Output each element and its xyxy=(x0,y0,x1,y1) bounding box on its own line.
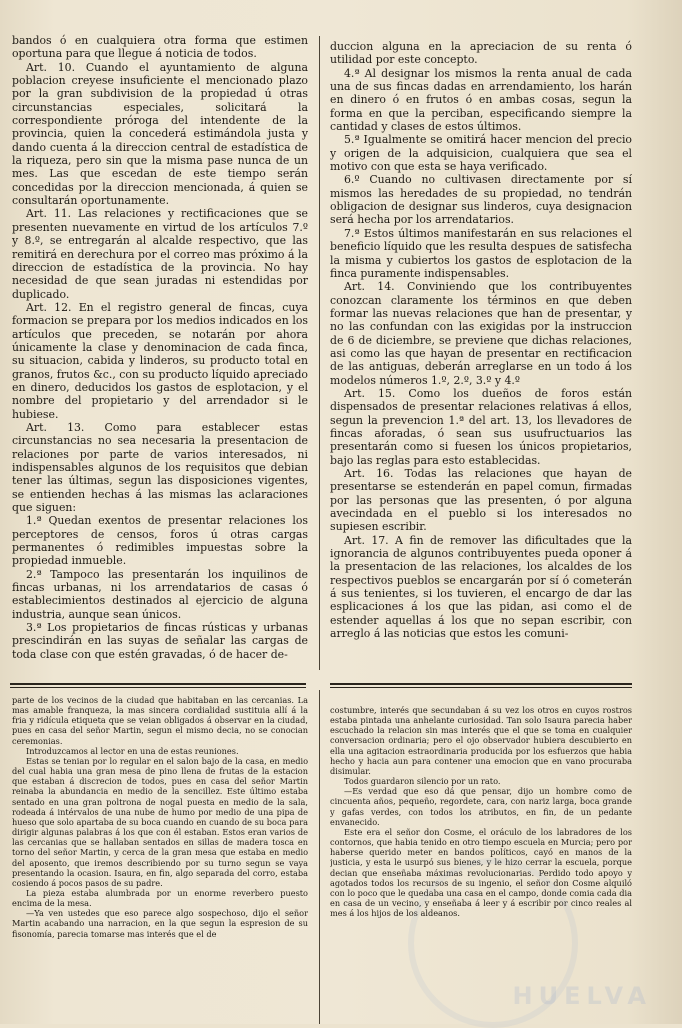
lower-left-paragraph: Introduzcamos al lector en una de estas reuniones. xyxy=(26,745,239,756)
lower-left-paragraph: parte de los vecinos de la ciudad que habitaban en las cercanias. La mas amable franqueza, la mas sincera cordialidad sustituia allí á la fria y ridícula etiqueta que se veian obligados á observar en la ciudad, pues en casa del señor Martin, segun el mismo decia, no se conocian ceremonias. xyxy=(12,695,308,746)
upper-right-paragraph: 4.ª Al designar los mismos la renta anual de cada una de sus fincas dadas en arrendamiento, los harán en dinero ó en frutos ó en ambas cosas, segun la forma en que la perciban, especificando siempre la cantidad y clases de estos últimos. xyxy=(330,66,632,134)
lower-right-paragraph: —Es verdad que eso dá que pensar, dijo un hombre como de cincuenta años, pequeño, regordete, cara, con nariz larga, boca grande y gafas verdes, con todos los atributos, en fin, de un pedante envanecido. xyxy=(330,786,632,827)
upper-left-paragraph: 2.ª Tampoco las presentarán los inquilinos de fincas urbanas, ni los arrendatarios de casas ó establecimientos destinados al ejercicio de alguna industria, aunque sean únicos. xyxy=(12,567,308,621)
column-divider-lower xyxy=(319,690,320,1024)
lower-right-paragraph: Todos guardaron silencio por un rato. xyxy=(344,776,501,787)
upper-right-paragraph: 5.ª Igualmente se omitirá hacer mencion del precio y origen de la adquisicion, cualquiera que sea el motivo con que esta se haya verificado. xyxy=(330,133,632,174)
upper-left-paragraph: 1.ª Quedan exentos de presentar relaciones los perceptores de censos, foros ú otras cargas permanentes ó redimibles impuestas sobre la propiedad inmueble. xyxy=(12,514,308,568)
upper-right-paragraph: Art. 14. Conviniendo que los contribuyentes conozcan claramente los términos en que deben formar las nuevas relaciones que han de presentar, y no las confundan con las exigidas por la instruccion de 6 de diciembre, se previene que dichas relaciones, asi como las que hayan de presentar en rectificacion de las antiguas, deberán arreglarse en un todo á los modelos números 1.º, 2.º, 3.º y 4.º xyxy=(330,280,632,387)
upper-left-paragraph: Art. 13. Como para establecer estas circunstancias no sea necesaria la presentacion de relaciones por parte de varios interesados, ni indispensables algunos de los requisitos que debian tener las últimas, segun las disposiciones vigentes, se entienden hechas á las mismas las aclaraciones que siguen: xyxy=(12,420,308,515)
lower-left-paragraph: Estas se tenian por lo regular en el salon bajo de la casa, en medio del cual habia una gran mesa de pino llena de frutas de la estacion que estaban á discrecion de todos, pues en casa del señor Martin reinaba la abundancia en medio de la sencillez. Este último estaba sentado en una gran poltrona de nogal puesta en medio de la sala, rodeada á intérvalos de una nube de humo por medio de una pipa de hueso que solo apartaba de su boca cuando en cuando de su boca para dirigir algunas palabras á los que con él estaban. Estos eran varios de las cercanias que se hallaban sentados en sillas de madera tosca en torno del señor Martin, y cerca de la gran mesa que estaba en medio del aposento, que iremos describiendo por su turno segun se vaya presentando la ocasion. Isaura, en fin, algo separada del corro, estaba cosiendo á pocos pasos de su padre. xyxy=(12,755,308,888)
lower-left-column xyxy=(12,695,308,1025)
upper-right-column xyxy=(330,40,632,672)
section-rule-right-thin xyxy=(330,687,632,688)
upper-right-paragraph: duccion alguna en la apreciacion de su renta ó utilidad por este concepto. xyxy=(330,40,632,67)
section-rule-left xyxy=(10,683,306,685)
upper-right-paragraph: Art. 17. A fin de remover las dificultades que la ignorancia de algunos contribuyentes pueda oponer á la presentacion de las relaciones, los alcaldes de los respectivos pueblos se encargarán por sí ó cometerán á sus tenientes, si los tuvieren, el encargo de dar las esplicaciones á los que las pidan, asi como el de estender aquellas á los que no sepan escribir, con arreglo á las noticias que estos les comuni- xyxy=(330,533,632,641)
lower-left-paragraph: —Ya ven ustedes que eso parece algo sospechoso, dijo el señor Martin acabando una narracion, en la que segun la espresion de su fisonomía, parecia tomarse mas interés que el de xyxy=(12,908,308,939)
upper-left-paragraph: bandos ó en cualquiera otra forma que estimen oportuna para que llegue á noticia de todos. xyxy=(12,34,308,61)
section-rule-left-thin xyxy=(10,687,306,688)
lower-left-paragraph: La pieza estaba alumbrada por un enorme reverbero puesto encima de la mesa. xyxy=(12,887,308,909)
upper-right-paragraph: 6.º Cuando no cultivasen directamente por sí mismos las heredades de su propiedad, no tendrán obligacion de designar sus linderos, cuya designacion será hecha por los arrendatarios. xyxy=(330,173,632,227)
lower-right-paragraph: costumbre, interés que secundaban á su vez los otros en cuyos rostros estaba pintada una anhelante curiosidad. Tan solo Isaura parecia haber escuchado la relacion sin mas interés que el que se toma en cualquier conversacion ordinaria; pero el ojo observador hubiera descubierto en ella una agitacion estraordinaria producida por los esfuerzos que habia hecho y hacia aun para contener una emocion que en vano procuraba disimular. xyxy=(330,705,632,776)
upper-right-paragraph: 7.ª Estos últimos manifestarán en sus relaciones el beneficio líquido que les resulta despues de satisfecha la misma y cubiertos los gastos de esplotacion de la finca puramente indispensables. xyxy=(330,226,632,280)
watermark-text: HUELVA xyxy=(512,982,652,1010)
lower-right-paragraph: Este era el señor don Cosme, el oráculo de los labradores de los contornos, que habia tenido en otro tiempo escuela en Murcia; pero por haberse querido meter en bandos políticos, cayó en manos de la justicia, y esta le usurpó sus bienes, y le hizo cerrar la escuela, porque decian que enseñaba máximas revolucionarias. Perdido todo apoyo y agotados todos los recursos de su ingenio, el señor don Cosme alquiló con lo poco que le quedaba una casa en el campo, donde comia cada dia en casa de un vecino, y enseñaba á leer y á escribir por cinco reales al mes á los hijos de los aldeanos. xyxy=(330,826,632,919)
section-rule-right xyxy=(330,683,632,685)
upper-right-paragraph: Art. 16. Todas las relaciones que hayan de presentarse se estenderán en papel comun, firmadas por las personas que las presenten, ó por alguna avecindada en el pueblo si los interesados no supiesen escribir. xyxy=(330,467,632,534)
upper-left-paragraph: Art. 12. En el registro general de fincas, cuya formacion se prepara por los medios indicados en los artículos que preceden, se notarán por ahora únicamente la clase y denominacion de cada finca, su situacion, cabida y linderos, su producto total en granos, frutos &c., con su producto líquido apreciado en dinero, deducidos los gastos de esplotacion, y el nombre del propietario y del arrendador si le hubiese. xyxy=(12,300,308,421)
column-divider-upper xyxy=(319,36,320,670)
upper-left-paragraph: Art. 10. Cuando el ayuntamiento de alguna poblacion creyese insuficiente el mencionado plazo por la gran subdivision de la propiedad ú otras circunstancias especiales, solicitará la correspondiente próroga del intendente de la provincia, quien la concederá estimándola justa y dando cuenta á la direccion central de estadística de la riqueza, pero sin que la misma pase nunca de un mes. Las que escedan de este tiempo serán concedidas por la direccion mencionada, á quien se consultarán oportunamente. xyxy=(12,60,308,208)
upper-left-paragraph: 3.ª Los propietarios de fincas rústicas y urbanas prescindirán en las suyas de señalar las cargas de toda clase con que estén gravadas, ó de hacer de- xyxy=(12,621,308,661)
upper-right-paragraph: Art. 15. Como los dueños de foros están dispensados de presentar relaciones relativas á ellos, segun la prevencion 1.ª del art. 13, los llevadores de fincas aforadas, ó sean sus usufructuarios las presentarán como si fuesen los únicos propietarios, bajo las reglas para esto establecidas. xyxy=(330,386,632,467)
upper-left-paragraph: Art. 11. Las relaciones y rectificaciones que se presenten nuevamente en virtud de los artículos 7.º y 8.º, se entregarán al alcalde respectivo, que las remitirá en derechura por el correo mas próximo á la direccion de estadística de la provincia. No hay necesidad de que sean juradas ni estendidas por duplicado. xyxy=(12,207,308,301)
upper-left-column xyxy=(12,34,308,670)
